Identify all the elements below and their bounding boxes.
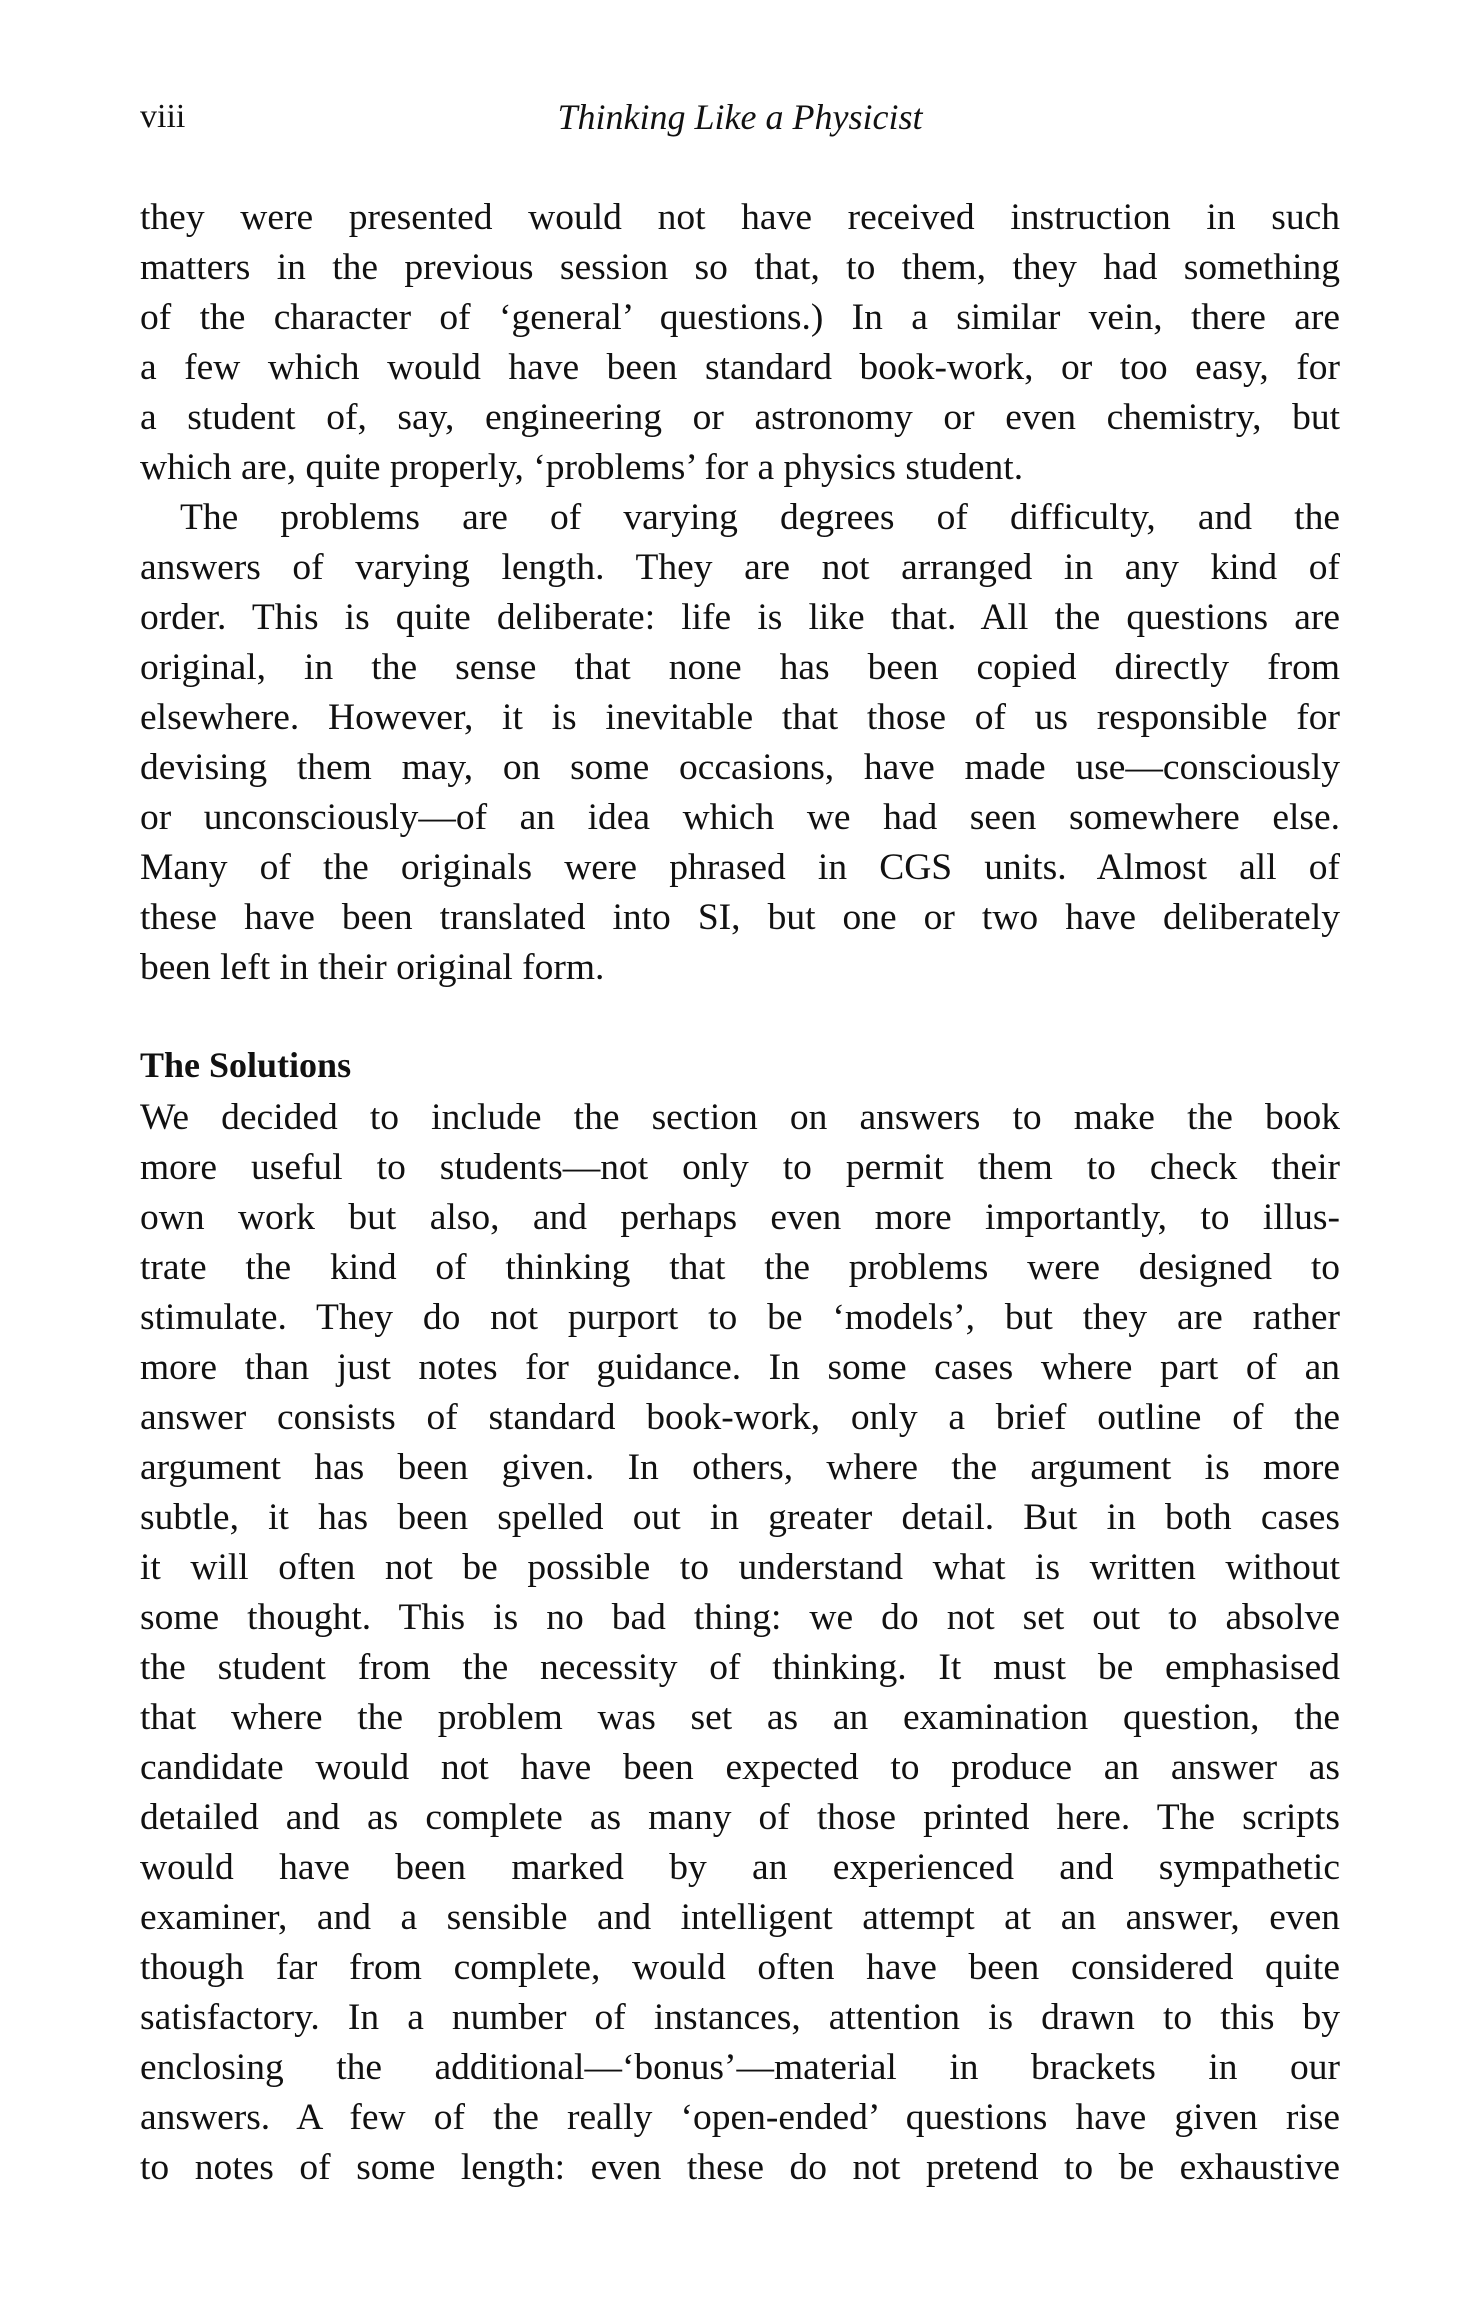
text-line: satisfactory. In a number of instances, attention is drawn to this by (140, 1997, 1340, 2038)
text-line: they were presented would not have received instruction in such (140, 197, 1340, 238)
text-line: candidate would not have been expected to produce an answer as (140, 1747, 1340, 1788)
running-title: Thinking Like a Physicist (557, 97, 923, 137)
text-line: detailed and as complete as many of those printed here. The scripts (140, 1797, 1340, 1838)
text-line: enclosing the additional—‘bonus’—material in brackets in our (140, 2047, 1340, 2088)
page-number: viii (140, 98, 186, 135)
text-line: which are, quite properly, ‘problems’ for a physics student. (140, 447, 1024, 488)
text-line: order. This is quite deliberate: life is like that. All the questions are (140, 597, 1340, 638)
text-line: trate the kind of thinking that the problems were designed to (140, 1247, 1340, 1288)
text-line: it will often not be possible to understand what is written without (140, 1547, 1340, 1588)
text-line: a few which would have been standard book-work, or too easy, for (140, 347, 1340, 388)
text-line: of the character of ‘general’ questions.) In a similar vein, there are (140, 297, 1340, 338)
text-line: stimulate. They do not purport to be ‘models’, but they are rather (140, 1297, 1340, 1338)
text-line: answer consists of standard book-work, only a brief outline of the (140, 1397, 1340, 1438)
text-line: subtle, it has been spelled out in greater detail. But in both cases (140, 1497, 1340, 1538)
text-line: answers. A few of the really ‘open-ended’ questions have given rise (140, 2097, 1340, 2138)
text-line: devising them may, on some occasions, have made use—consciously (140, 747, 1340, 788)
text-line: or unconsciously—of an idea which we had seen somewhere else. (140, 797, 1340, 838)
text-line: The problems are of varying degrees of difficulty, and the (180, 497, 1340, 538)
text-line: been left in their original form. (140, 947, 605, 988)
text-line: original, in the sense that none has been copied directly from (140, 647, 1340, 688)
text-line: the student from the necessity of thinking. It must be emphasised (140, 1647, 1340, 1688)
text-line: more useful to students—not only to permit them to check their (140, 1147, 1340, 1188)
text-line: examiner, and a sensible and intelligent attempt at an answer, even (140, 1897, 1340, 1938)
text-line: would have been marked by an experienced and sympathetic (140, 1847, 1340, 1888)
text-line: that where the problem was set as an examination question, the (140, 1697, 1340, 1738)
page-header (140, 92, 1340, 142)
text-line: though far from complete, would often have been considered quite (140, 1947, 1340, 1988)
text-line: own work but also, and perhaps even more importantly, to illus- (140, 1197, 1340, 1238)
text-line: We decided to include the section on answers to make the book (140, 1097, 1340, 1138)
text-line: answers of varying length. They are not arranged in any kind of (140, 547, 1340, 588)
section-heading: The Solutions (140, 1045, 352, 1085)
text-line: argument has been given. In others, where the argument is more (140, 1447, 1340, 1488)
text-line: some thought. This is no bad thing: we do not set out to absolve (140, 1597, 1340, 1638)
text-line: more than just notes for guidance. In some cases where part of an (140, 1347, 1340, 1388)
text-line: matters in the previous session so that, to them, they had something (140, 247, 1340, 288)
text-line: these have been translated into SI, but one or two have deliberately (140, 897, 1340, 938)
text-line: elsewhere. However, it is inevitable that those of us responsible for (140, 697, 1340, 738)
text-line: to notes of some length: even these do not pretend to be exhaustive (140, 2147, 1340, 2188)
text-line: a student of, say, engineering or astronomy or even chemistry, but (140, 397, 1340, 438)
text-line: Many of the originals were phrased in CGS units. Almost all of (140, 847, 1340, 888)
